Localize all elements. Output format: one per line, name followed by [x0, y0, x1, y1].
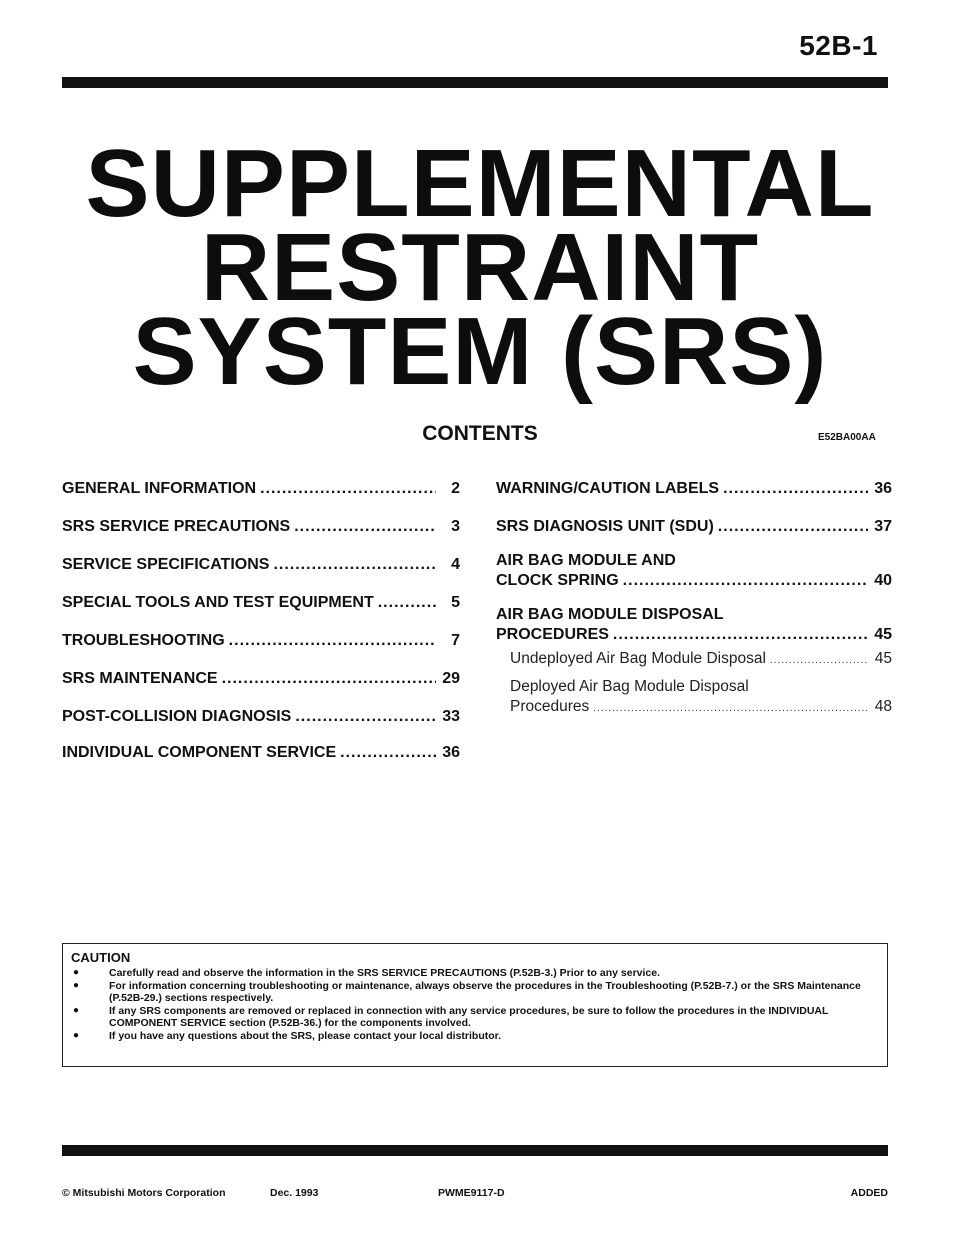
- caution-item-text: If any SRS components are removed or replaced in connection with any service procedures, be sure to follow the procedures in the INDIVIDUAL COMPONENT SERVICE section (P.52B-36.) for the components involved.: [109, 1004, 829, 1029]
- bottom-rule: [62, 1145, 888, 1156]
- toc-leader: [378, 594, 436, 612]
- toc-entry-page: 5: [451, 594, 460, 611]
- toc-leader: [295, 708, 436, 726]
- toc-entry-title: CLOCK SPRING: [496, 572, 619, 589]
- toc-entry-page: 37: [874, 518, 892, 535]
- toc-entry-title: SPECIAL TOOLS AND TEST EQUIPMENT: [62, 594, 374, 611]
- toc-subentry-page: 48: [874, 698, 892, 715]
- title-line-3: SYSTEM (SRS): [132, 298, 828, 405]
- caution-item: [71, 1030, 879, 1043]
- toc-entry-title: GENERAL INFORMATION: [62, 480, 257, 497]
- toc-leader: [294, 518, 436, 536]
- toc-entry[interactable]: [62, 744, 460, 764]
- caution-box: [62, 943, 888, 1067]
- toc-leader: [222, 670, 436, 688]
- toc-entry-title-line1: AIR BAG MODULE DISPOSAL: [496, 606, 724, 623]
- contents-heading: CONTENTS: [422, 422, 538, 445]
- toc-entry[interactable]: [62, 556, 460, 576]
- toc-entry-page: 36: [442, 744, 460, 761]
- top-rule: [62, 77, 888, 88]
- toc-leader: [229, 632, 436, 650]
- toc-leader: [613, 626, 868, 644]
- toc-entry-page: 40: [874, 572, 892, 589]
- page-number: 52B-1: [799, 30, 878, 61]
- toc-entry-page: 29: [442, 670, 460, 687]
- toc-subentry[interactable]: [510, 678, 892, 718]
- toc-entry-page: 4: [451, 556, 460, 573]
- toc-subentry-title: Undeployed Air Bag Module Disposal: [510, 650, 766, 667]
- bullet-icon: ●: [73, 1029, 80, 1041]
- toc-entry[interactable]: [62, 518, 460, 538]
- toc-leader: [273, 556, 436, 574]
- toc-entry[interactable]: [496, 552, 892, 592]
- toc-entry[interactable]: [62, 480, 460, 500]
- toc-entry[interactable]: [62, 708, 460, 728]
- bullet-icon: ●: [73, 1004, 80, 1016]
- toc-entry[interactable]: [496, 518, 892, 538]
- toc-subentry[interactable]: [510, 650, 892, 670]
- toc-entry-title: SRS SERVICE PRECAUTIONS: [62, 518, 291, 535]
- bullet-icon: ●: [73, 967, 80, 978]
- toc-entry[interactable]: [496, 606, 892, 646]
- toc-leader: [593, 703, 868, 714]
- toc-entry-title: SRS MAINTENANCE: [62, 670, 218, 687]
- bullet-icon: ●: [73, 979, 80, 991]
- toc-entry-title: INDIVIDUAL COMPONENT SERVICE: [62, 744, 337, 761]
- toc-leader: [770, 655, 868, 666]
- toc-entry-title: TROUBLESHOOTING: [62, 632, 225, 649]
- toc-leader: [340, 744, 436, 762]
- toc-subentry-page: 45: [874, 650, 892, 667]
- caution-title: CAUTION: [71, 950, 131, 965]
- contents-code: E52BA00AA: [818, 432, 876, 443]
- toc-leader: [623, 572, 868, 590]
- toc-entry[interactable]: [496, 480, 892, 500]
- toc-entry-page: 2: [451, 480, 460, 497]
- title-line-2: RESTRAINT: [200, 214, 760, 321]
- toc-entry-title: WARNING/CAUTION LABELS: [496, 480, 720, 497]
- toc-entry[interactable]: [62, 594, 460, 614]
- caution-item-text: Carefully read and observe the information in the SRS SERVICE PRECAUTIONS (P.52B-3.) Prior to any service.: [109, 967, 661, 979]
- toc-entry-title-line1: AIR BAG MODULE AND: [496, 552, 676, 569]
- footer-copyright: © Mitsubishi Motors Corporation: [62, 1187, 226, 1199]
- toc-subentry-title-line1: Deployed Air Bag Module Disposal: [510, 678, 749, 695]
- toc-entry[interactable]: [62, 632, 460, 652]
- caution-item: [71, 980, 879, 1005]
- footer-doc-id: PWME9117-D: [438, 1187, 505, 1199]
- footer-date: Dec. 1993: [270, 1187, 319, 1199]
- toc-subentry-title: Procedures: [510, 698, 590, 715]
- title-line-1: SUPPLEMENTAL: [85, 130, 875, 237]
- toc-leader: [723, 480, 868, 498]
- toc-entry[interactable]: [62, 670, 460, 690]
- caution-item-text: If you have any questions about the SRS, please contact your local distributor.: [109, 1029, 502, 1042]
- toc-entry-title: SERVICE SPECIFICATIONS: [62, 556, 270, 573]
- caution-item: [71, 1005, 879, 1030]
- toc-entry-title: POST-COLLISION DIAGNOSIS: [62, 708, 292, 725]
- toc-entry-page: 33: [442, 708, 460, 725]
- caution-item-text: For information concerning troubleshooting or maintenance, always observe the procedures in the Troubleshooting (P.52B-7.) or the SRS Maintenance (P.52B-29.) sections respectively.: [109, 979, 861, 1004]
- toc-entry-page: 7: [451, 632, 460, 649]
- toc-leader: [718, 518, 868, 536]
- footer-status: ADDED: [850, 1187, 888, 1199]
- toc-entry-page: 36: [874, 480, 892, 497]
- toc-entry-title: SRS DIAGNOSIS UNIT (SDU): [496, 518, 714, 535]
- toc-leader: [260, 480, 436, 498]
- toc-entry-title: PROCEDURES: [496, 626, 609, 643]
- caution-item: [71, 967, 879, 980]
- toc-entry-page: 3: [451, 518, 460, 535]
- toc-entry-page: 45: [874, 626, 892, 643]
